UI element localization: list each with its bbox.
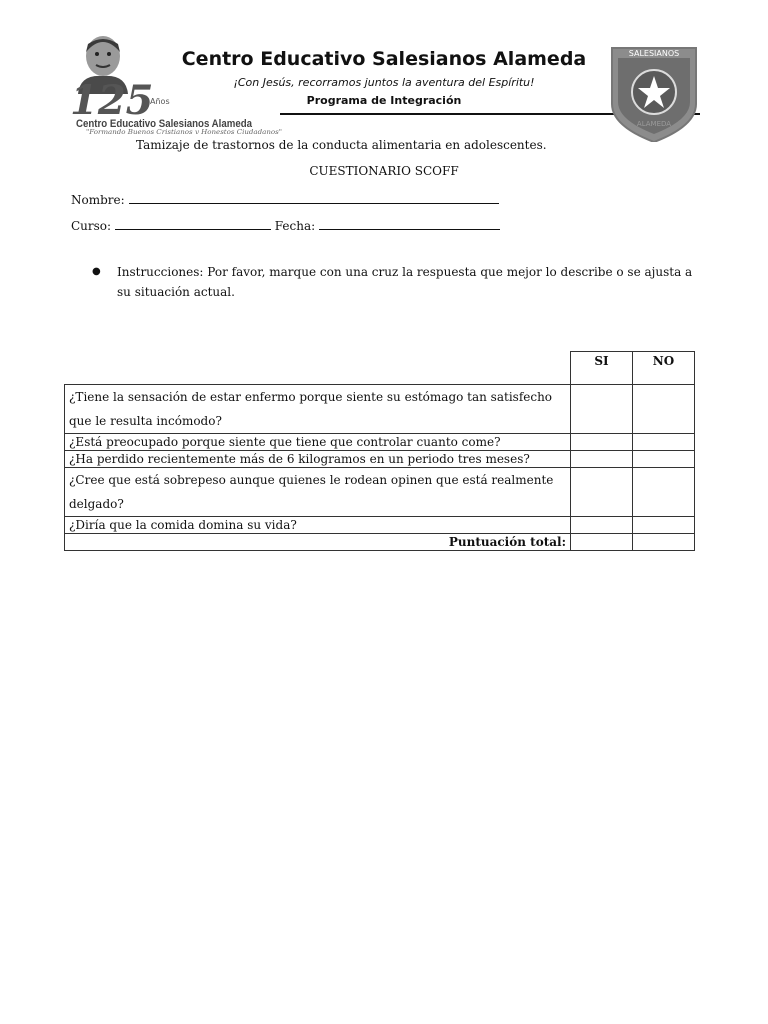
- table-header-row: [65, 352, 695, 385]
- date-field[interactable]: [319, 217, 500, 230]
- header-no: NO: [633, 352, 695, 385]
- shield-bottom-text: ALAMEDA: [636, 120, 672, 128]
- table-row: [65, 517, 695, 534]
- shield-logo: [608, 46, 700, 142]
- total-label: Puntuación total:: [65, 534, 571, 551]
- name-field-row: [71, 191, 499, 207]
- total-yes-cell[interactable]: [571, 534, 633, 551]
- shield-top-text: SALESIANOS: [628, 49, 680, 58]
- answer-yes-cell[interactable]: [571, 451, 633, 468]
- question-cell: ¿Diría que la comida domina su vida?: [65, 517, 571, 534]
- document-subtitle: Tamizaje de trastornos de la conducta alimentaria en adolescentes.: [136, 138, 547, 152]
- header-blank-cell: [65, 352, 571, 385]
- instructions-text: Instrucciones: Por favor, marque con una cruz la respuesta que mejor lo describe o se ajusta a su situación actual.: [117, 265, 693, 299]
- logo-slogan: "Formando Buenos Cristianos y Honestos Ciudadanos": [86, 129, 282, 134]
- course-date-row: [71, 217, 500, 233]
- answer-no-cell[interactable]: [633, 385, 695, 434]
- answer-yes-cell[interactable]: [571, 468, 633, 517]
- answer-yes-cell[interactable]: [571, 385, 633, 434]
- course-label: Curso:: [71, 219, 112, 233]
- total-row: [65, 534, 695, 551]
- school-name-title: Centro Educativo Salesianos Alameda: [181, 48, 587, 70]
- question-cell: ¿Tiene la sensación de estar enfermo porque siente su estómago tan satisfecho que le resulta incómodo?: [65, 385, 571, 434]
- name-label: Nombre:: [71, 193, 125, 207]
- question-cell: ¿Ha perdido recientemente más de 6 kilogramos en un periodo tres meses?: [65, 451, 571, 468]
- questionnaire-title: CUESTIONARIO SCOFF: [309, 164, 459, 178]
- answer-yes-cell[interactable]: [571, 517, 633, 534]
- question-cell: ¿Cree que está sobrepeso aunque quienes le rodean opinen que está realmente delgado?: [65, 468, 571, 517]
- table-row: [65, 385, 695, 434]
- scoff-table: [64, 351, 695, 551]
- answer-no-cell[interactable]: [633, 451, 695, 468]
- anniversary-number: 125: [70, 77, 154, 124]
- bullet-icon: ●: [92, 266, 101, 277]
- logo-caption: Centro Educativo Salesianos Alameda: [76, 118, 253, 130]
- table-row: [65, 451, 695, 468]
- school-motto: ¡Con Jesús, recorramos juntos la aventura del Espíritu!: [233, 76, 535, 89]
- table-row: [65, 434, 695, 451]
- header-yes: SI: [571, 352, 633, 385]
- answer-no-cell[interactable]: [633, 468, 695, 517]
- total-no-cell[interactable]: [633, 534, 695, 551]
- answer-no-cell[interactable]: [633, 434, 695, 451]
- anniversary-years: Años: [150, 97, 170, 106]
- name-field[interactable]: [129, 191, 499, 204]
- question-cell: ¿Está preocupado porque siente que tiene que controlar cuanto come?: [65, 434, 571, 451]
- answer-yes-cell[interactable]: [571, 434, 633, 451]
- date-label: Fecha:: [274, 219, 316, 233]
- table-row: [65, 468, 695, 517]
- course-field[interactable]: [115, 217, 271, 230]
- answer-no-cell[interactable]: [633, 517, 695, 534]
- program-name: Programa de Integración: [306, 94, 462, 107]
